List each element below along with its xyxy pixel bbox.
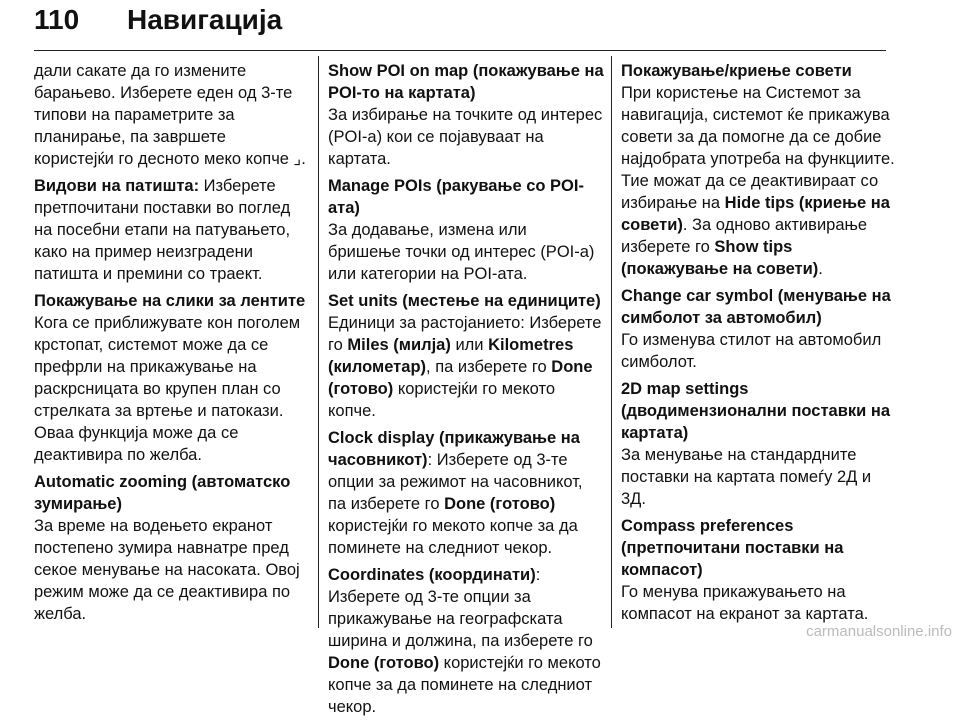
section: Clock display (прикажување на часовникот): Изберете од 3-те опции за режимот на часовникот, па изберете го Done (готово) користејќи го мекото копче за да поминете на следниот чекор. <box>328 429 583 557</box>
paragraph: дали сакате да го измените барањево. Изберете еден од 3-те типови на параметрите за планирање, па завршете користејќи го десното меко копче ⌟. <box>34 62 306 168</box>
section-heading: Show POI on map (покажување на POI-то на картата) <box>328 62 604 102</box>
header-divider <box>34 50 886 51</box>
section-heading: 2D map settings (дводимензионални поставки на картата) <box>621 380 890 442</box>
column-divider-1 <box>318 56 319 628</box>
section-heading: Set units (местење на единиците) <box>328 292 601 310</box>
section-heading: Manage POIs (ракување со POI-ата) <box>328 177 584 217</box>
paragraph: Видови на патишта: Изберете претпочитани поставки во поглед на посебни етапи на патувањето, како на пример неизградени патишта и премини со траект. <box>34 177 291 283</box>
section-heading: Покажување на слики за лентите <box>34 292 306 310</box>
section: Automatic zooming (автоматско зумирање) За време на водењето екранот постепено зумира навнатре пред секое менување на насоката. Овој режим може да се деактивира по желба. <box>34 471 310 625</box>
section: Coordinates (координати): Изберете од 3-те опции за прикажување на географската ширина и должина, па изберете го Done (готово) користејќи го мекото копче за да поминете на следниот чекор. <box>328 566 601 716</box>
section: Show POI on map (покажување на POI-то на картата) За избирање на точките од интерес (POI-а) кои се појавуваат на картата. <box>328 62 604 168</box>
watermark: carmanualsonline.info <box>806 623 952 640</box>
section-heading: Automatic zooming (автоматско зумирање) <box>34 473 291 513</box>
section-heading: Coordinates (координати) <box>328 566 536 584</box>
page-header <box>34 4 886 46</box>
column-2 <box>328 60 604 723</box>
section: Manage POIs (ракување со POI-ата) За додавање, измена или бришење точки од интерес (POI-а) или категории на POI-ата. <box>328 175 604 285</box>
section-heading: Compass preferences (претпочитани поставки на компасот) <box>621 517 844 579</box>
section-heading: Clock display (прикажување на часовникот) <box>328 429 580 469</box>
inline-heading: Видови на патишта: <box>34 177 200 195</box>
column-1 <box>34 60 310 630</box>
page-number: 110 <box>34 4 80 35</box>
chapter-title: Навигација <box>127 4 283 35</box>
section: Покажување на слики за лентите Кога се приближувате кон поголем крстопат, системот може да се префрли на прикажување на раскрсницата во крупен план со стрелката за вртење и патокази. Оваа функција може да се деактивира по желба. <box>34 290 310 466</box>
section: 2D map settings (дводимензионални поставки на картата) За менување на стандардните поставки на картата помеѓу 2Д и 3Д. <box>621 378 897 510</box>
section: Покажување/криење совети При користење на Системот за навигација, системот ќе прикажува совети за да помогне да се добие најдобрата употреба на функциите. Тие можат да се деактивираат со избирање на Hide tips (криење на совети). За одново активирање изберете го Show tips (покажување на совети). <box>621 60 897 280</box>
column-divider-2 <box>611 56 612 628</box>
section-heading: Change car symbol (менување на симболот за автомобил) <box>621 287 891 327</box>
column-3 <box>621 60 897 630</box>
section: Set units (местење на единиците) Единици за растојанието: Изберете го Miles (милја) или Kilometres (километар), па изберете го Done (готово) користејќи го мекото копче. <box>328 290 604 422</box>
section: Compass preferences (претпочитани поставки на компасот) Го менува прикажувањето на компасот на екранот за картата. <box>621 515 897 625</box>
section-heading: Покажување/криење совети <box>621 62 852 80</box>
section: Change car symbol (менување на симболот за автомобил) Го изменува стилот на автомобил симболот. <box>621 285 897 373</box>
